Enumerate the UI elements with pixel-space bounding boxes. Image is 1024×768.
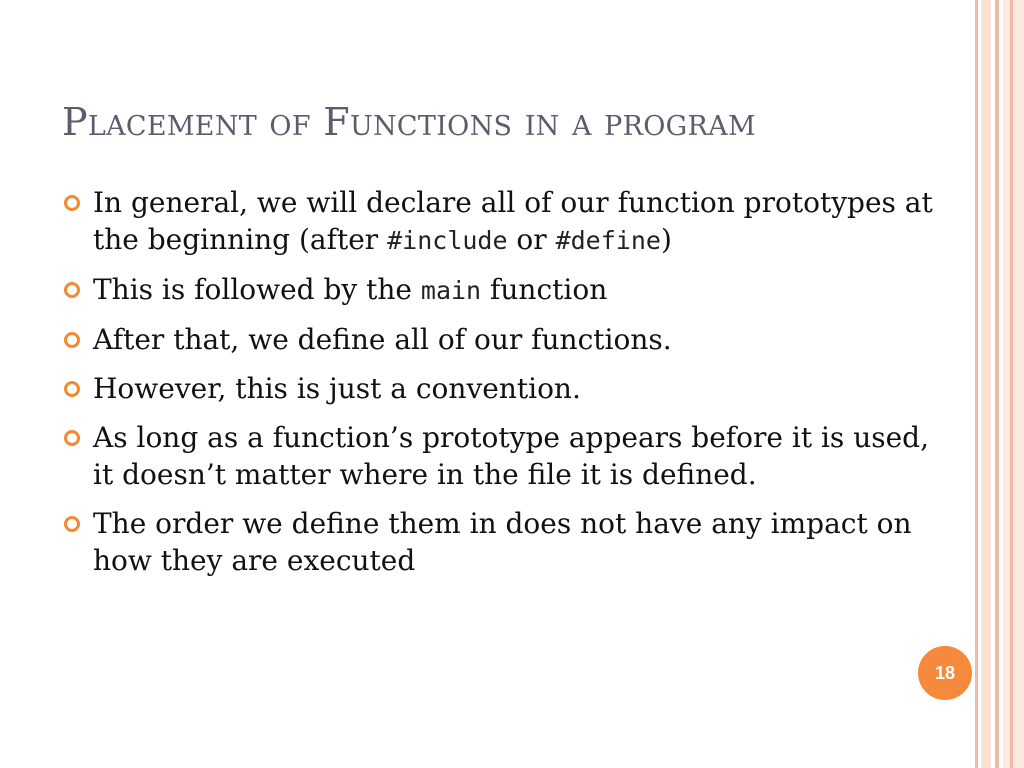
bullet-circle-icon [64,282,80,298]
bullet-text: The order we define them in does not have any impact on how they are executed [93,507,912,577]
bullet-circle-icon [64,381,80,397]
bullet-text: In general, we will declare all of our function prototypes at the beginning (after [93,186,933,256]
code-text: main [420,276,482,305]
bullet-item [64,271,954,309]
bullet-circle-icon [64,332,80,348]
bullet-item [64,184,954,259]
bullet-item [64,419,954,493]
bullet-text: After that, we define all of our functions. [93,323,672,356]
bullet-text: However, this is just a convention. [93,372,581,405]
decorative-stripe [975,0,978,768]
bullet-text: This is followed by the [93,273,421,306]
bullet-circle-icon [64,516,80,532]
bullet-circle-icon [64,195,80,211]
decorative-stripe [995,0,999,768]
bullet-item [64,505,954,579]
bullet-circle-icon [64,430,80,446]
bullet-text: or [507,223,556,256]
bullet-text: function [481,273,608,306]
code-text: #include [387,226,508,255]
bullet-item [64,321,954,358]
page-number-badge: 18 [918,646,972,700]
bullet-text: As long as a function’s prototype appears before it is used, it doesn’t matter where in the file it is defined. [93,421,929,491]
decorative-stripe [1010,0,1013,768]
bullet-text: ) [660,223,672,256]
bullet-item [64,370,954,407]
code-text: #define [555,226,661,255]
bullet-list [64,184,954,591]
decorative-stripe [1003,0,1024,768]
decorative-stripe [981,0,991,768]
slide-title: Placement of Functions in a program [62,100,756,144]
